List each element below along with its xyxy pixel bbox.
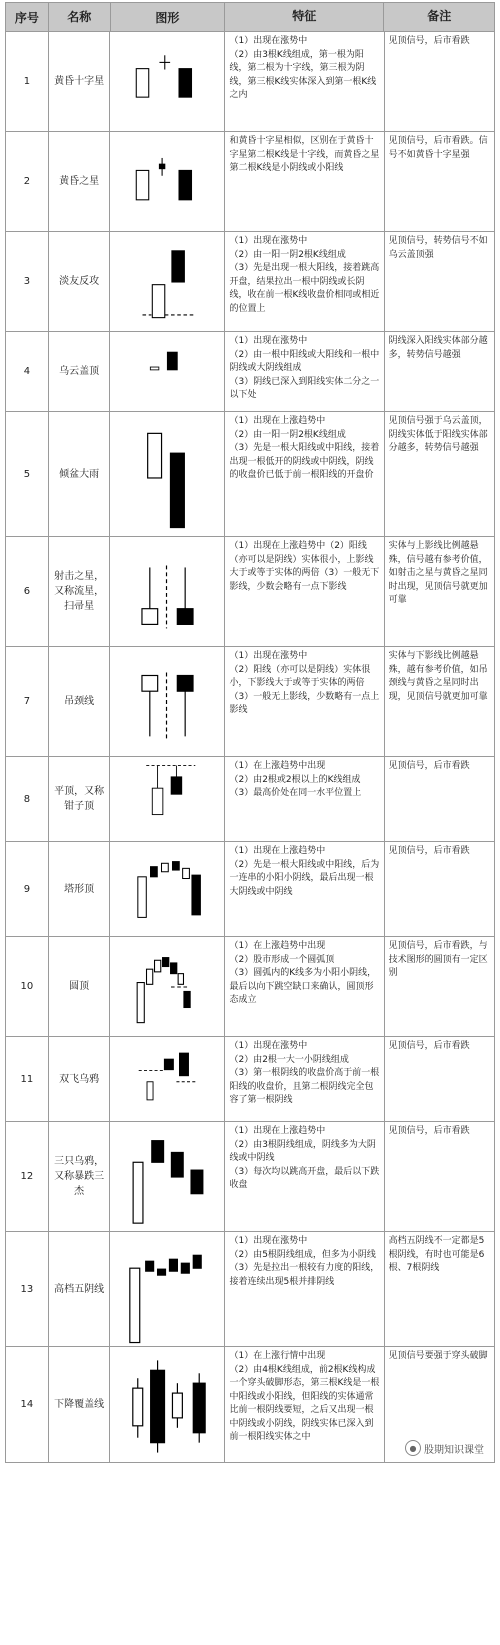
pattern-features	[225, 757, 384, 841]
pattern-figure	[110, 757, 225, 841]
candlestick-diagram	[110, 1233, 224, 1346]
row-number: 6	[6, 537, 49, 646]
feature-line: （1）出现在上涨趋势中	[229, 846, 326, 856]
pattern-figure	[110, 1037, 225, 1121]
pattern-features	[225, 842, 384, 936]
pattern-figure	[110, 537, 225, 646]
pattern-note: 阴线深入阳线实体部分越多，转势信号越强	[388, 336, 488, 360]
feature-line: （3）先是出现一根大阳线，接着跳高开盘，结果拉出一根中阴线或长阴线，收在前一根K线收盘价相同或相近的位置上	[229, 263, 380, 314]
candlestick-diagram	[110, 938, 224, 1036]
row-number: 2	[6, 132, 49, 231]
table-row	[6, 32, 494, 132]
pattern-figure	[110, 132, 225, 231]
pattern-features	[225, 332, 384, 411]
pattern-features	[225, 1037, 384, 1121]
pattern-note: 见顶信号，后市看跌	[388, 1041, 470, 1051]
feature-line: （2）阳线（亦可以是阴线）实体很小，下影线大于或等于实体的两倍	[229, 664, 371, 688]
header-notes: 备注	[427, 9, 452, 24]
header-features: 特征	[225, 3, 384, 31]
table-row	[6, 232, 494, 332]
pattern-name: 三只乌鸦，又称暴跌三杰	[49, 1122, 111, 1231]
pattern-figure	[110, 32, 225, 131]
pattern-features	[225, 132, 384, 231]
feature-line: （3）每次均以跳高开盘，最后以下跌收盘	[229, 1166, 380, 1190]
table-row	[6, 537, 494, 647]
table-row	[6, 842, 494, 937]
feature-line: （2）由5根阴线组成，但多为小阴线	[229, 1249, 376, 1260]
row-number: 4	[6, 332, 49, 411]
pattern-note: 见顶信号，后市看跌	[388, 36, 470, 46]
pattern-figure	[110, 1122, 225, 1231]
header-no: 序号	[6, 3, 49, 31]
table-row	[6, 132, 494, 232]
pattern-note: 实体与下影线比例越悬殊，越有参考价值，如吊颈线与黄昏之星同时出现，见顶信号就更加可靠	[388, 651, 488, 702]
row-number: 14	[6, 1347, 49, 1462]
candlestick-pattern-table	[5, 2, 495, 1463]
pattern-figure	[110, 1232, 225, 1346]
feature-line: （3）阴线已深入到阳线实体二分之一以下处	[229, 376, 380, 400]
pattern-note: 实体与上影线比例越悬殊，信号越有参考价值，如射击之星与黄昏之星同时出现，见顶信号就更加可靠	[388, 541, 488, 605]
feature-line: （3）圆弧内的K线多为小阳小阴线，最后以向下跳空缺口来确认，圆顶形态成立	[229, 968, 377, 1005]
pattern-name: 塔形顶	[49, 842, 111, 936]
pattern-figure	[110, 647, 225, 756]
candlestick-diagram	[110, 333, 224, 411]
candlestick-diagram	[110, 758, 224, 841]
pattern-name: 射击之星，又称流星，扫帚星	[49, 537, 111, 646]
feature-line: （1）在上涨趋势中出现	[229, 761, 326, 771]
feature-line: （2）由一阳一阴2根K线组成	[229, 429, 346, 440]
header-figure: 图形	[111, 3, 226, 31]
table-row	[6, 332, 494, 412]
feature-line: （3）先是一根大阳线或中阳线，接着出现一根低开的阴线或中阴线，阴线的收盘价已低于前一根阳线的开盘价	[229, 443, 380, 480]
feature-line: （1）出现在上涨趋势中	[229, 416, 326, 426]
pattern-name: 乌云盖顶	[49, 332, 111, 411]
pattern-features	[225, 937, 384, 1036]
feature-line: （3）最高价处在同一水平位置上	[229, 788, 362, 798]
pattern-note: 见顶信号，后市看跌	[388, 846, 470, 856]
pattern-name: 平顶，又称钳子顶	[49, 757, 111, 841]
table-row	[6, 647, 494, 757]
feature-line: （2）由3根阴线组成，阴线多为大阴线或中阴线	[229, 1139, 376, 1163]
feature-line: （2）股市形成一个圆弧顶	[229, 954, 335, 965]
feature-line: （2）由4根K线组成，前2根K线构成一个穿头破脚形态，第三根K线是一根中阳线或小阳线，但阳线的实体通常比前一根阴线要短，之后又出现一根中阴线或小阴线，阴线实体已深入到前一根阳线实体之中	[229, 1364, 380, 1442]
pattern-note: 见顶信号，后市看跌，与技术图形的圆顶有一定区别	[388, 941, 488, 978]
pattern-features	[225, 232, 384, 331]
feature-line: （1）在上涨行情中出现	[229, 1351, 326, 1361]
pattern-features	[225, 1122, 384, 1231]
pattern-features	[225, 1232, 384, 1346]
table-row	[6, 757, 494, 842]
row-number: 12	[6, 1122, 49, 1231]
pattern-features	[225, 412, 384, 536]
pattern-figure	[110, 1347, 225, 1462]
pattern-features	[225, 537, 384, 646]
watermark	[401, 1438, 488, 1458]
feature-line: （3）第一根阴线的收盘价高于前一根阳线的收盘价，且第二根阴线完全包容了第一根阴线	[229, 1068, 380, 1105]
feature-line: （1）出现在涨势中	[229, 336, 308, 346]
feature-line: （3）先是拉出一根较有力度的阳线，接着连续出现5根并排阴线	[229, 1263, 380, 1287]
feature-line: （1）出现在涨势中	[229, 1041, 308, 1051]
pattern-name: 下降覆盖线	[49, 1347, 111, 1462]
feature-line: （1）出现在上涨趋势中	[229, 1126, 326, 1136]
pattern-note: 见顶信号强于乌云盖顶，阴线实体低于阳线实体部分越多，转势信号越强	[388, 416, 488, 453]
candlestick-diagram	[110, 413, 224, 536]
pattern-name: 淡友反攻	[49, 232, 111, 331]
row-number: 5	[6, 412, 49, 536]
pattern-note: 见顶信号，转势信号不如乌云盖顶强	[388, 236, 488, 260]
candlestick-diagram	[110, 33, 224, 131]
wechat-logo-icon: ●	[405, 1440, 421, 1456]
feature-line: （1）出现在涨势中	[229, 651, 308, 661]
feature-line: （1）出现在涨势中	[229, 236, 308, 246]
header-name: 名称	[49, 3, 111, 31]
table-header	[6, 3, 494, 32]
feature-line: （1）在上涨趋势中出现	[229, 941, 326, 951]
table-row	[6, 1037, 494, 1122]
candlestick-diagram	[110, 1038, 224, 1121]
feature-line: （3）一般无上影线，少数略有一点上影线	[229, 691, 380, 715]
row-number: 11	[6, 1037, 49, 1121]
row-number: 10	[6, 937, 49, 1036]
feature-line: （1）出现在涨势中	[229, 36, 308, 46]
candlestick-diagram	[110, 1348, 224, 1461]
row-number: 13	[6, 1232, 49, 1346]
pattern-name: 吊颈线	[49, 647, 111, 756]
feature-line: （2）由3根K线组成，第一根为阳线，第二根为十字线，第三根为阴线，第三根K线实体深入到第一根K线之内	[229, 49, 377, 100]
row-number: 1	[6, 32, 49, 131]
table-row	[6, 1122, 494, 1232]
pattern-note: 见顶信号，后市看跌	[388, 761, 470, 771]
feature-line: （2）由一阳一阴2根K线组成	[229, 249, 346, 260]
table-row	[6, 1232, 494, 1347]
candlestick-diagram	[110, 233, 224, 331]
feature-line: （2）由2根或2根以上的K线组成	[229, 774, 361, 785]
feature-line: （2）先是一根大阳线或中阳线，后为一连串的小阳小阴线，最后出现一根大阴线或中阴线	[229, 859, 380, 897]
pattern-name: 倾盆大雨	[49, 412, 111, 536]
row-number: 3	[6, 232, 49, 331]
pattern-name: 黄昏之星	[49, 132, 111, 231]
feature-line: （1）出现在涨势中	[229, 1236, 308, 1246]
watermark-text: 股期知识课堂	[424, 1444, 484, 1456]
table-row	[6, 937, 494, 1037]
pattern-features	[225, 32, 384, 131]
pattern-features	[225, 1347, 384, 1462]
table-row	[6, 412, 494, 537]
pattern-figure	[110, 842, 225, 936]
feature-line: （2）由一根中阳线或大阳线和一根中阴线或大阴线组成	[229, 349, 380, 373]
candlestick-diagram	[110, 1123, 224, 1231]
pattern-note: 见顶信号，后市看跌	[388, 1126, 470, 1136]
row-number: 9	[6, 842, 49, 936]
pattern-figure	[110, 937, 225, 1036]
pattern-figure	[110, 232, 225, 331]
candlestick-diagram	[110, 538, 224, 646]
pattern-note: 见顶信号，后市看跌。信号不如黄昏十字星强	[388, 136, 488, 160]
candlestick-diagram	[110, 648, 224, 756]
candlestick-diagram	[110, 133, 224, 231]
feature-line: （1）出现在上涨趋势中（2）阳线（亦可以是阴线）实体很小，上影线大于或等于实体的两倍（3）一般无下影线，少数会略有一点下影线	[229, 541, 380, 592]
pattern-figure	[110, 332, 225, 411]
feature-line: （2）由2根一大一小阴线组成	[229, 1054, 349, 1065]
candlestick-diagram	[110, 843, 224, 936]
pattern-note: 见顶信号要强于穿头破脚	[388, 1351, 488, 1361]
pattern-figure	[110, 412, 225, 536]
pattern-name: 双飞乌鸦	[49, 1037, 111, 1121]
feature-line: 和黄昏十字星相似，区别在于黄昏十字星第二根K线是十字线，而黄昏之星第二根K线是小阴线或小阳线	[229, 136, 380, 173]
row-number: 7	[6, 647, 49, 756]
row-number: 8	[6, 757, 49, 841]
pattern-name: 圆顶	[49, 937, 111, 1036]
pattern-name: 高档五阴线	[49, 1232, 111, 1346]
pattern-note: 高档五阴线不一定都是5根阴线，有时也可能是6根、7根阴线	[388, 1236, 485, 1273]
pattern-features	[225, 647, 384, 756]
pattern-name: 黄昏十字星	[49, 32, 111, 131]
